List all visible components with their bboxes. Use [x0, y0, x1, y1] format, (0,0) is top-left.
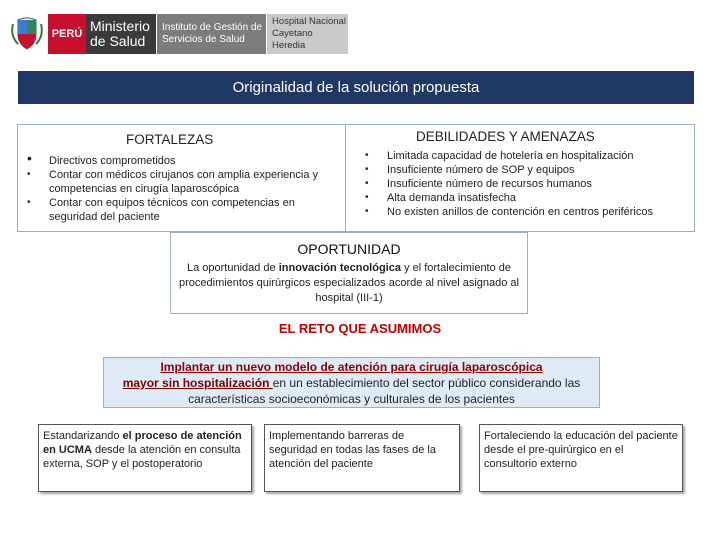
card-text: Fortaleciendo la educación del paciente desde el pre-quirúrgico en el consultorio externo [484, 430, 678, 470]
plan-text-part2: mayor sin hospitalización [122, 376, 273, 390]
ministerio-line1: Ministerio [90, 18, 150, 34]
instituto-line1: Instituto de Gestión de [162, 22, 263, 33]
ministerio-logo [86, 14, 156, 54]
list-item [27, 150, 344, 168]
fortaleza-text: Contar con equipos técnicos con competencias en seguridad del paciente [49, 197, 295, 223]
list-item [365, 191, 692, 205]
oportunidad-box [170, 232, 528, 314]
card-text-post: desde la atención en consulta externa, SOP y el postoperatorio [43, 444, 241, 470]
debilidades-list [365, 149, 692, 219]
bullet-icon: • [365, 206, 369, 217]
oportunidad-text-bold: innovación tecnológica [278, 262, 401, 274]
fortalezas-title: FORTALEZAS [126, 132, 214, 147]
plan-box [103, 357, 600, 408]
debilidad-text: Insuficiente número de recursos humanos [387, 178, 592, 190]
debilidad-text: Insuficiente número de SOP y equipos [387, 164, 575, 176]
list-item [27, 168, 344, 196]
coat-of-arms-icon [10, 14, 44, 52]
debilidad-text: No existen anillos de contención en centros periféricos [387, 206, 653, 218]
peru-logo [48, 14, 86, 54]
oportunidad-text [177, 261, 521, 306]
hospital-line2: Cayetano Heredia [272, 28, 313, 51]
bullet-icon: • [365, 164, 369, 175]
debilidades-box [345, 124, 695, 232]
bullet-icon: • [365, 178, 369, 189]
card-text-bold: el proceso de atención en UCMA [43, 430, 242, 456]
debilidad-text: Alta demanda insatisfecha [387, 192, 517, 204]
peru-label: PERÚ [51, 28, 83, 40]
header-logo-bar [10, 14, 348, 54]
oportunidad-text-post: y el fortalecimiento de procedimientos quirúrgicos especializados acorde al nivel asignado al hospital (III-1) [179, 262, 519, 304]
card-estandarizando [38, 424, 252, 492]
plan-text-part3: en un establecimiento del sector público considerando las características socioeconómicas y culturales de los pacientes [188, 376, 581, 406]
hospital-logo [266, 14, 348, 54]
hospital-line1: Hospital Nacional [272, 16, 346, 27]
list-item [365, 163, 692, 177]
ministerio-line2: de Salud [90, 33, 146, 49]
debilidad-text: Limitada capacidad de hotelería en hospitalización [387, 150, 634, 162]
bullet-icon: • [27, 197, 31, 208]
card-fortaleciendo [479, 424, 683, 492]
reto-heading: EL RETO QUE ASUMIMOS [278, 321, 442, 336]
bullet-icon: • [365, 150, 369, 161]
list-item [365, 177, 692, 191]
card-text-pre: Estandarizando [43, 430, 123, 442]
card-implementando [264, 424, 460, 492]
list-item [27, 196, 344, 224]
debilidades-title: DEBILIDADES Y AMENAZAS [416, 129, 595, 144]
fortaleza-text: Contar con médicos cirujanos con amplia experiencia y competencias en cirugía laparoscópica [49, 169, 319, 195]
fortalezas-list [27, 150, 344, 224]
fortalezas-box [17, 124, 348, 232]
oportunidad-title: OPORTUNIDAD [297, 241, 401, 257]
slide-title: Originalidad de la solución propuesta [232, 79, 480, 96]
slide-title-bar [18, 71, 694, 104]
bullet-icon: • [27, 150, 32, 166]
bullet-icon: • [27, 169, 31, 180]
list-item [365, 205, 692, 219]
instituto-logo [156, 14, 266, 54]
bullet-icon: • [365, 192, 369, 203]
fortaleza-text: Directivos comprometidos [49, 155, 176, 167]
card-text: Implementando barreras de seguridad en todas las fases de la atención del paciente [269, 430, 436, 470]
plan-text-part1: Implantar un nuevo modelo de atención para cirugía laparoscópica [160, 360, 543, 374]
oportunidad-text-pre: La oportunidad de [186, 262, 279, 274]
instituto-line2: Servicios de Salud [162, 34, 245, 45]
list-item [365, 149, 692, 163]
